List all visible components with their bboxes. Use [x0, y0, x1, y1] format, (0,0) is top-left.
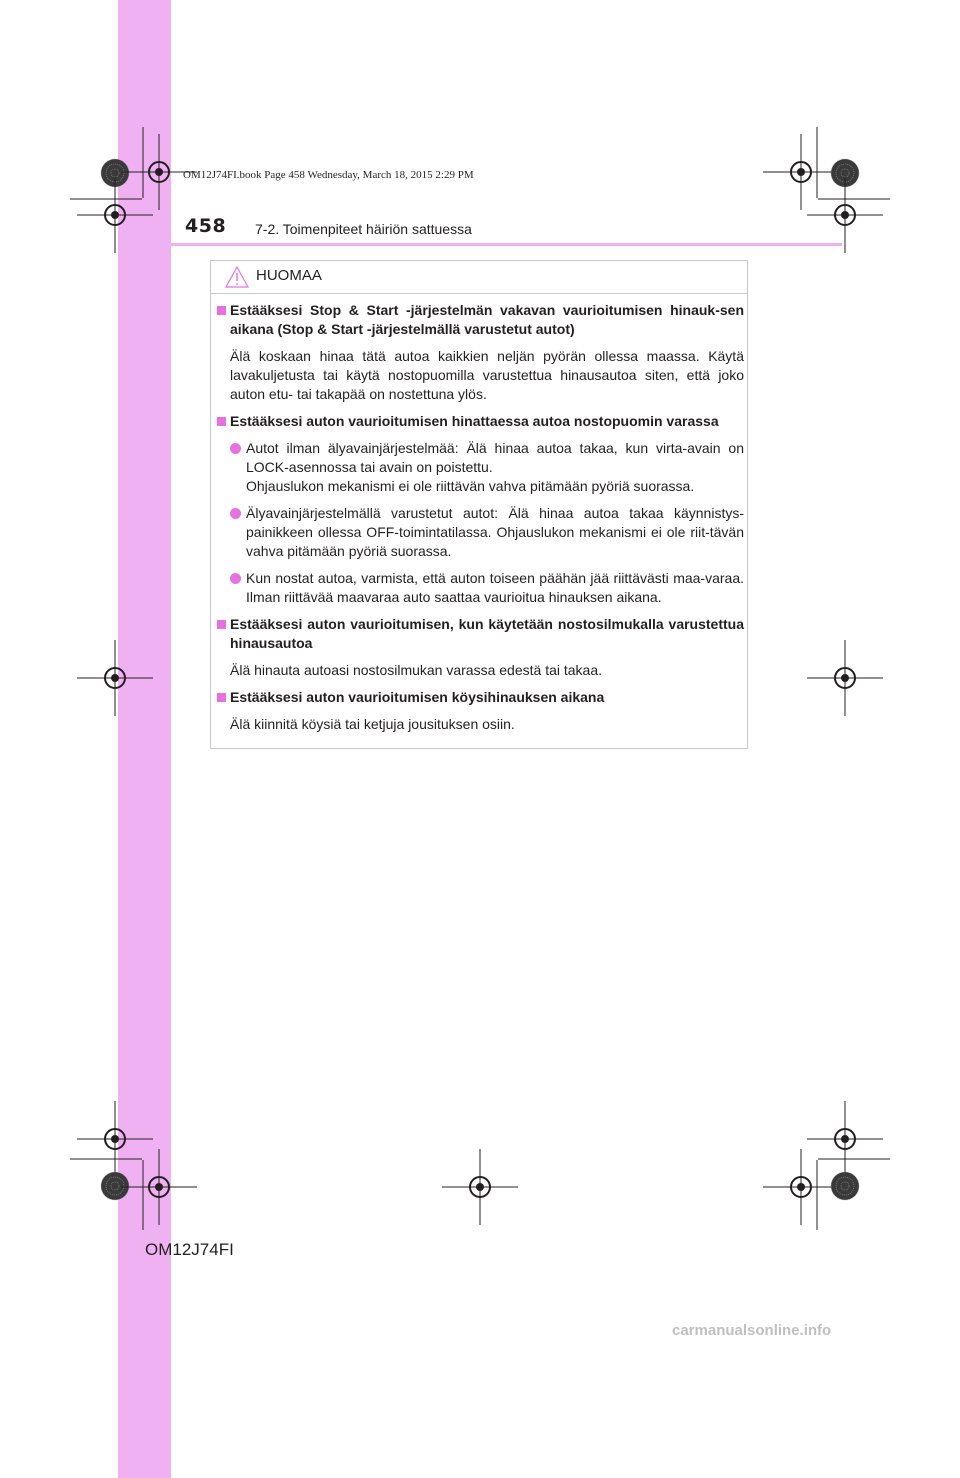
square-bullet-icon [217, 306, 226, 315]
footer-code: OM12J74FI [145, 1240, 234, 1259]
heading-text: Estääksesi auton vaurioitumisen köysihinauksen aikana [230, 689, 605, 705]
header-rule [118, 243, 842, 246]
caution-heading-2 [216, 412, 744, 431]
starburst-mark-br [831, 1172, 859, 1200]
square-bullet-icon [217, 417, 226, 426]
caution-header [211, 261, 747, 294]
bullet-item [216, 569, 744, 607]
heading-text: Estääksesi auton vaurioitumisen hinattaessa autoa nostopuomin varassa [230, 413, 719, 429]
caution-paragraph-4: Älä kiinnitä köysiä tai ketjuja jousituksen osiin. [230, 716, 515, 732]
warning-triangle-icon [224, 265, 250, 289]
starburst-mark-bl [101, 1172, 129, 1200]
heading-text: Estääksesi auton vaurioitumisen, kun käytetään nostosilmukalla varustettua hinausautoa [230, 616, 744, 651]
caution-heading-4 [216, 688, 744, 707]
bullet-item [216, 439, 744, 477]
caution-heading-1 [216, 301, 744, 339]
square-bullet-icon [217, 620, 226, 629]
square-bullet-icon [217, 693, 226, 702]
caution-label: HUOMAA [256, 267, 322, 284]
heading-text: Estääksesi Stop & Start -järjestelmän vakavan vaurioitumisen hinauk-sen aikana (Stop & Start -järjestelmällä varustetut autot) [230, 302, 744, 337]
bullet-text: Kun nostat autoa, varmista, että auton toiseen päähän jää riittävästi maa-varaa. Ilman riittävää maavaraa auto saattaa vaurioitua hinauksen aikana. [246, 570, 744, 605]
circle-bullet-icon [230, 443, 241, 454]
bullet-text: Älyavainjärjestelmällä varustetut autot: Älä hinaa autoa takaa käynnistys-painikkeen ollessa OFF-toimintatilassa. Ohjauslukon mekanismi ei ole riit-tävän vahva pitämään pyöriä suorassa. [246, 505, 744, 559]
bullet-item [216, 504, 744, 561]
caution-content [216, 301, 744, 742]
caution-paragraph-1: Älä koskaan hinaa tätä autoa kaikkien neljän pyörän ollessa maassa. Käytä lavakuljetusta tai käytä nostopuomilla varustettua hinausautoa siten, että joko auton etu- tai takapää on nostettuna ylös. [230, 348, 744, 402]
watermark: carmanualsonline.info [672, 1322, 832, 1339]
page-number: 458 [185, 215, 227, 237]
section-title: 7-2. Toimenpiteet häiriön sattuessa [255, 221, 472, 237]
circle-bullet-icon [230, 573, 241, 584]
bullet-text: Ohjauslukon mekanismi ei ole riittävän vahva pitämään pyöriä suorassa. [246, 478, 695, 494]
bullet-text: Autot ilman älyavainjärjestelmää: Älä hinaa autoa takaa, kun virta-avain on LOCK-asennossa tai avain on poistettu. [246, 440, 744, 475]
print-info: OM12J74FI.book Page 458 Wednesday, March 18, 2015 2:29 PM [183, 169, 474, 181]
circle-bullet-icon [230, 508, 241, 519]
caution-heading-3 [216, 615, 744, 653]
bullet-continuation [216, 477, 744, 496]
caution-paragraph-3: Älä hinauta autoasi nostosilmukan varassa edestä tai takaa. [230, 662, 603, 678]
caution-box [210, 260, 748, 749]
